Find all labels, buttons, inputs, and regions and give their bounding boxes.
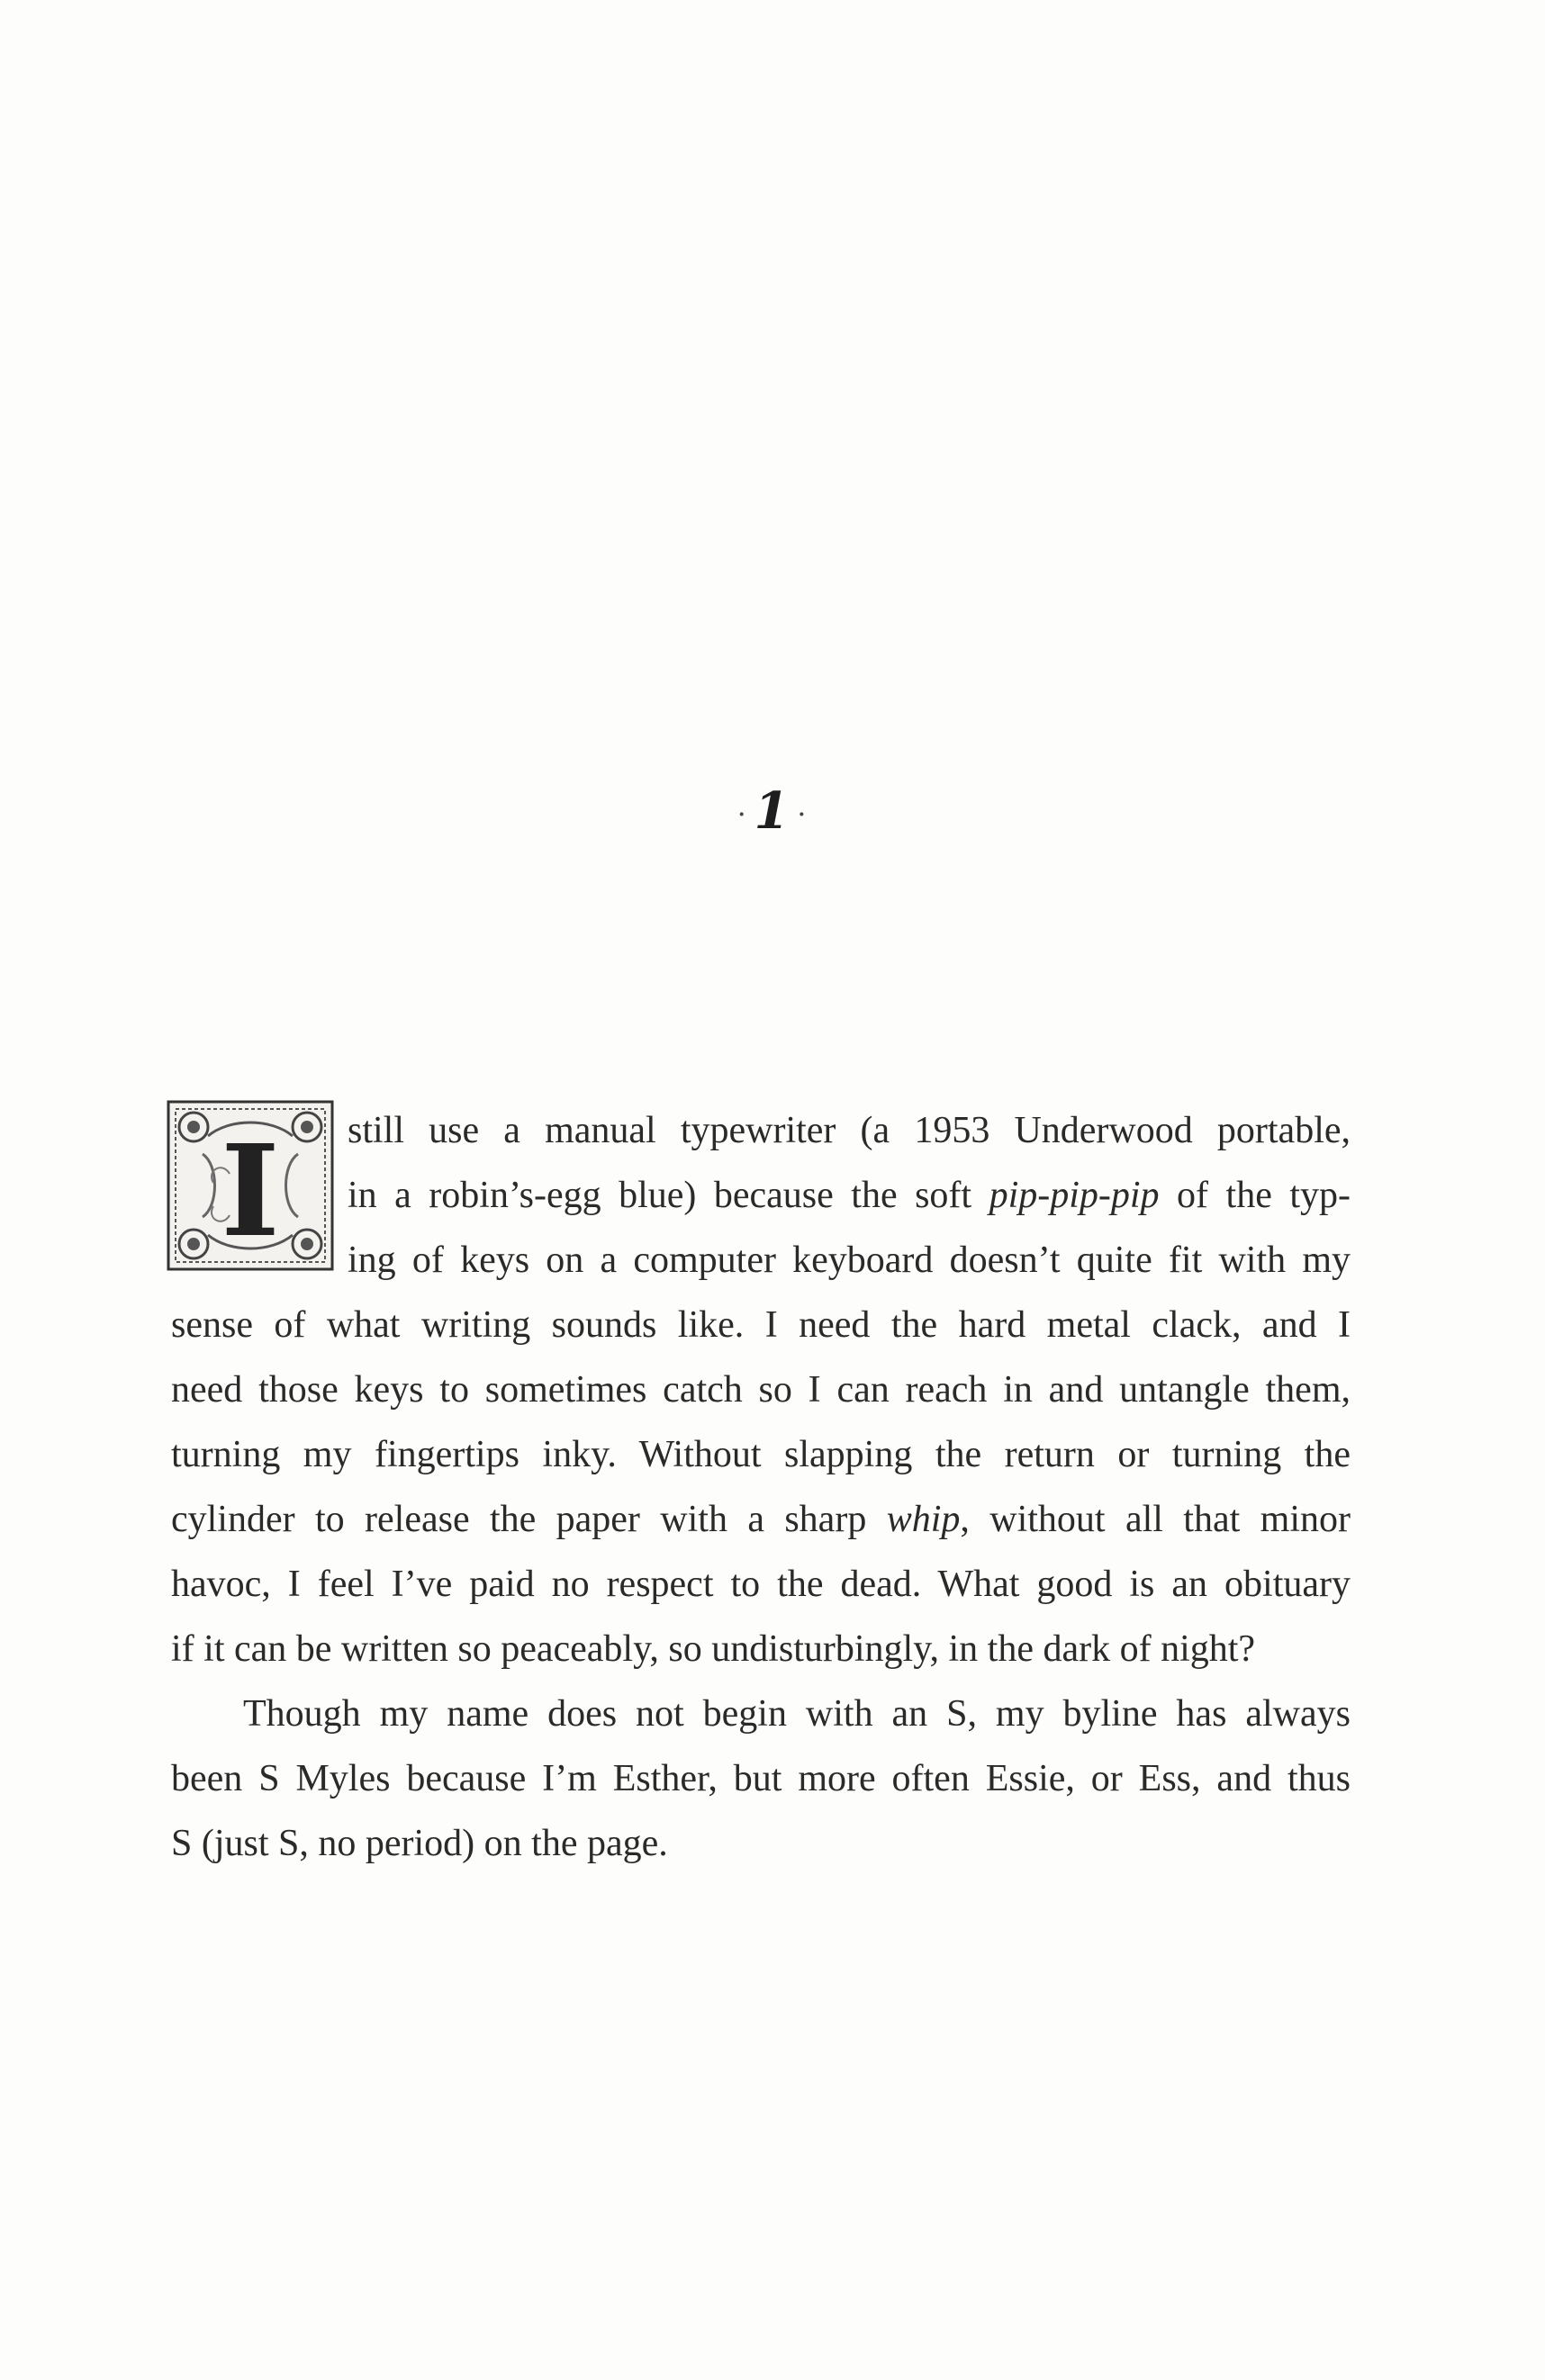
chapter-dot-left: · [737,803,747,827]
text-line: turning my fingertips inky. Without slapping the return or turning the [171,1434,1351,1475]
text-line: been S Myles because I’m Esther, but more often Essie, or Ess, and thus [171,1758,1351,1799]
body-text [171,1098,1351,1876]
text-line: if it can be written so peaceably, so undisturbingly, in the dark of night? [171,1628,1256,1670]
emphasis: whip [886,1499,961,1540]
text-line: ing of keys on a computer keyboard doesn’t quite fit with my [348,1240,1351,1281]
chapter-heading [0,781,1545,841]
paragraph-1 [171,1098,1351,1681]
text-line: need those keys to sometimes catch so I can reach in and untangle them, [171,1369,1351,1411]
chapter-number: 1 [754,781,791,841]
paragraph-2 [171,1681,1351,1876]
text-line: S (just S, no period) on the page. [171,1823,668,1864]
emphasis: pip-pip-pip [989,1175,1160,1216]
text-line: still use a manual typewriter (a 1953 Underwood portable, [348,1110,1351,1151]
text-line: cylinder to release the paper with a sharp whip, without all that minor [171,1499,1351,1540]
text-line: Though my name does not begin with an S, my byline has always [243,1693,1351,1735]
text-line: sense of what writing sounds like. I need the hard metal clack, and I [171,1304,1351,1346]
drop-cap-letter: I [221,1118,280,1266]
text-line: havoc, I feel I’ve paid no respect to the dead. What good is an obituary [171,1564,1351,1605]
text-line: in a robin’s-egg blue) because the soft pip-pip-pip of the typ- [348,1175,1351,1216]
chapter-dot-right: · [798,803,808,827]
